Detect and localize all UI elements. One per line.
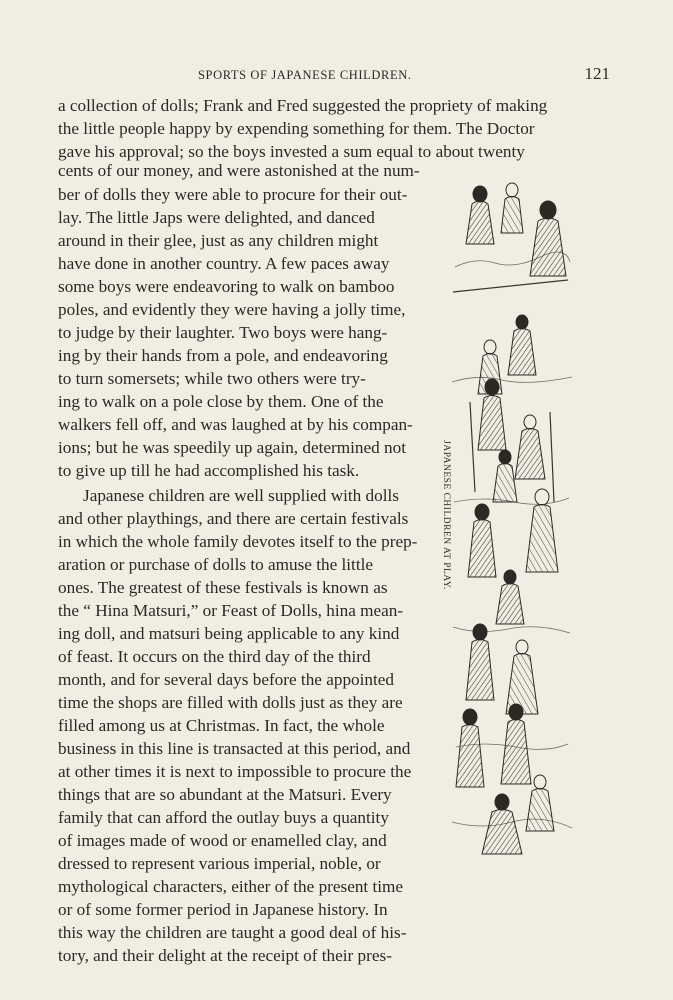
text-line: the “ Hina Matsuri,” or Feast of Dolls, hina mean- <box>58 601 404 620</box>
text-line: ions; but he was speedily up again, determined not <box>58 438 406 457</box>
text-line: business in this line is transacted at this period, and <box>58 739 411 758</box>
running-head: SPORTS OF JAPANESE CHILDREN. <box>198 68 412 82</box>
text-line: in which the whole family devotes itself to the prep- <box>58 532 418 551</box>
text-line: Japanese children are well supplied with dolls <box>83 486 399 505</box>
text-line: some boys were endeavoring to walk on bamboo <box>58 277 395 296</box>
text-line: aration or purchase of dolls to amuse the little <box>58 555 374 574</box>
text-line: have done in another country. A few paces away <box>58 254 390 273</box>
text-line: at other times it is next to impossible to procure the <box>58 762 412 781</box>
text-line: a collection of dolls; Frank and Fred suggested the propriety of making <box>58 96 548 115</box>
text-line: time the shops are filled with dolls just as they are <box>58 693 403 712</box>
text-line: of feast. It occurs on the third day of the third <box>58 647 371 666</box>
text-line: ing to walk on a pole close by them. One of the <box>58 392 384 411</box>
text-line: things that are so abundant at the Matsuri. Every <box>58 785 392 804</box>
text-line: lay. The little Japs were delighted, and danced <box>58 208 375 227</box>
figure-group <box>456 183 566 854</box>
text-line: this way the children are taught a good deal of his- <box>58 923 407 942</box>
caption-text: JAPANESE CHILDREN AT PLAY. <box>441 440 451 590</box>
text-line: of images made of wood or enamelled clay, and <box>58 831 387 850</box>
page-number: 121 <box>584 64 610 83</box>
text-line: cents of our money, and were astonished at the num- <box>58 161 420 180</box>
page-header <box>58 66 610 88</box>
text-line: walkers fell off, and was laughed at by his compan- <box>58 415 413 434</box>
text-line: ing by their hands from a pole, and endeavoring <box>58 346 388 365</box>
text-line: around in their glee, just as any children might <box>58 231 379 250</box>
text-line: month, and for several days before the appointed <box>58 670 394 689</box>
text-line: tory, and their delight at the receipt of their pres- <box>58 946 392 965</box>
children-at-play-engraving <box>450 172 574 860</box>
text-line: gave his approval; so the boys invested a sum equal to about twenty <box>58 142 525 161</box>
text-line: ones. The greatest of these festivals is known as <box>58 578 388 597</box>
text-line: to give up till he had accomplished his task. <box>58 461 360 480</box>
text-line: to turn somersets; while two others were try- <box>58 369 366 388</box>
text-line: to judge by their laughter. Two boys were hang- <box>58 323 388 342</box>
text-line: the little people happy by expending something for them. The Doctor <box>58 119 535 138</box>
text-line: ber of dolls they were able to procure for their out- <box>58 185 408 204</box>
text-line: filled among us at Christmas. In fact, the whole <box>58 716 385 735</box>
text-line: poles, and evidently they were having a jolly time, <box>58 300 406 319</box>
text-line: and other playthings, and there are certain festivals <box>58 509 409 528</box>
text-line: dressed to represent various imperial, noble, or <box>58 854 381 873</box>
text-line: ing doll, and matsuri being applicable to any kind <box>58 624 400 643</box>
text-line: family that can afford the outlay buys a quantity <box>58 808 389 827</box>
text-line: mythological characters, either of the present time <box>58 877 404 896</box>
text-line: or of some former period in Japanese history. In <box>58 900 388 919</box>
